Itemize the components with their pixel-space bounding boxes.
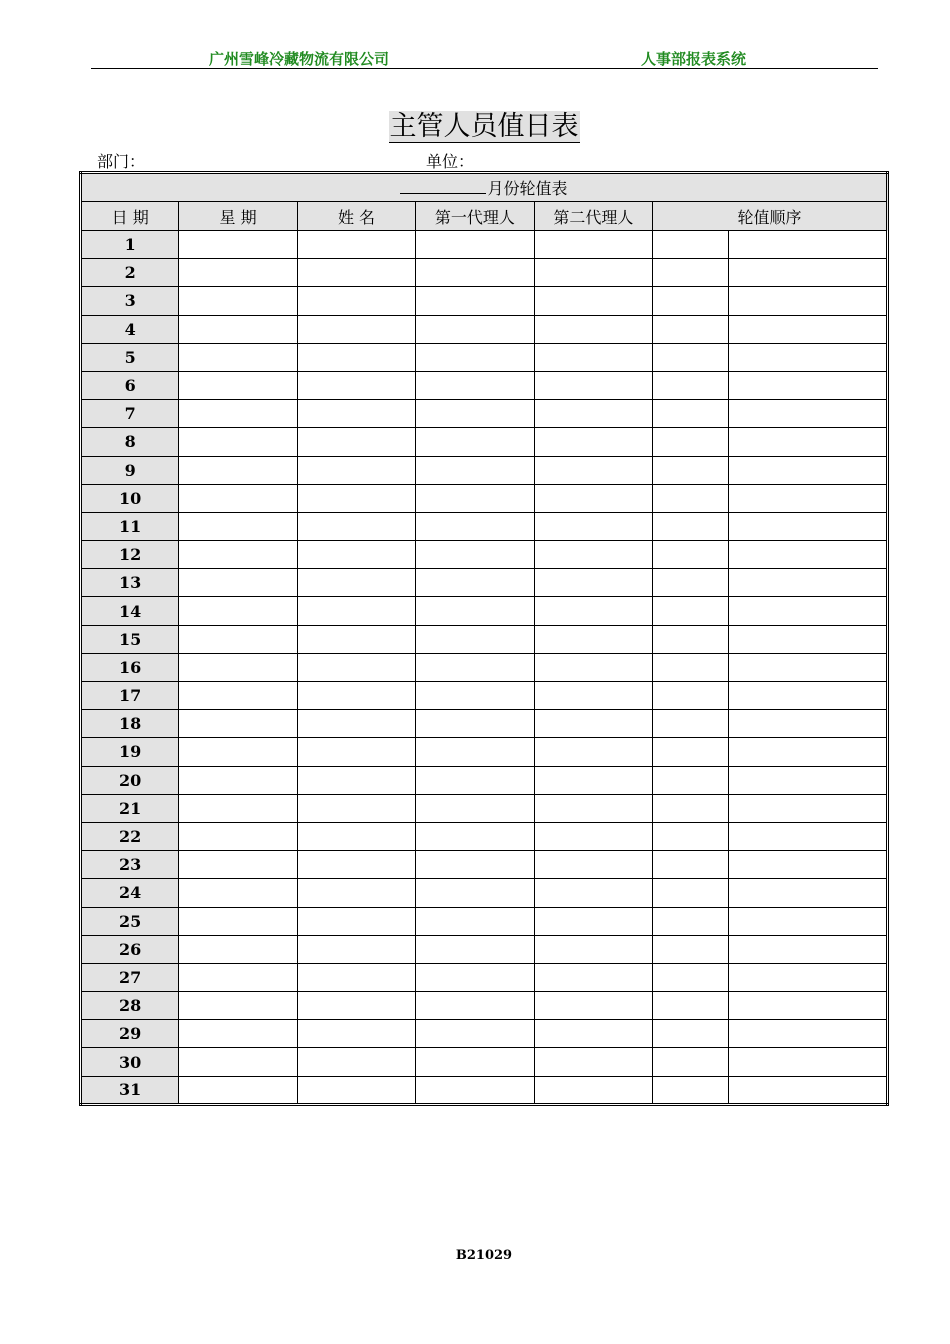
rotation-order-cell-b[interactable]: [729, 512, 888, 540]
weekday-cell[interactable]: [179, 1076, 297, 1104]
weekday-cell[interactable]: [179, 287, 297, 315]
name-cell[interactable]: [297, 231, 415, 259]
first-deputy-cell[interactable]: [416, 371, 534, 399]
weekday-cell[interactable]: [179, 541, 297, 569]
day-number: 20: [81, 766, 179, 794]
table-row: [81, 1048, 888, 1076]
first-deputy-cell[interactable]: [416, 794, 534, 822]
first-deputy-cell[interactable]: [416, 710, 534, 738]
weekday-cell[interactable]: [179, 738, 297, 766]
first-deputy-cell[interactable]: [416, 822, 534, 850]
second-deputy-cell[interactable]: [534, 1020, 652, 1048]
name-cell[interactable]: [297, 907, 415, 935]
day-number: 31: [81, 1076, 179, 1104]
day-number: 25: [81, 907, 179, 935]
rotation-order-cell-a[interactable]: [653, 231, 729, 259]
rotation-order-cell-a[interactable]: [653, 682, 729, 710]
rotation-order-cell-b[interactable]: [729, 569, 888, 597]
table-row: [81, 1020, 888, 1048]
table-row: [81, 738, 888, 766]
rotation-order-cell-a[interactable]: [653, 597, 729, 625]
rotation-order-cell-a[interactable]: [653, 428, 729, 456]
first-deputy-cell[interactable]: [416, 315, 534, 343]
day-number: 5: [81, 343, 179, 371]
name-cell[interactable]: [297, 963, 415, 991]
day-number: 12: [81, 541, 179, 569]
rotation-order-cell-b[interactable]: [729, 710, 888, 738]
table-row: [81, 963, 888, 991]
rotation-order-cell-b[interactable]: [729, 371, 888, 399]
table-row: [81, 766, 888, 794]
system-name: 人事部报表系统: [641, 50, 747, 68]
first-deputy-cell[interactable]: [416, 1020, 534, 1048]
rotation-order-cell-b[interactable]: [729, 287, 888, 315]
column-header-row: [81, 202, 888, 231]
day-number: 15: [81, 625, 179, 653]
first-deputy-cell[interactable]: [416, 428, 534, 456]
rotation-order-cell-a[interactable]: [653, 935, 729, 963]
second-deputy-cell[interactable]: [534, 738, 652, 766]
table-row: [81, 343, 888, 371]
rotation-order-cell-b[interactable]: [729, 992, 888, 1020]
rotation-order-cell-b[interactable]: [729, 1048, 888, 1076]
first-deputy-cell[interactable]: [416, 597, 534, 625]
rotation-order-cell-a[interactable]: [653, 822, 729, 850]
first-deputy-cell[interactable]: [416, 738, 534, 766]
weekday-cell[interactable]: [179, 935, 297, 963]
rotation-order-cell-a[interactable]: [653, 625, 729, 653]
rotation-order-cell-b[interactable]: [729, 597, 888, 625]
table-row: [81, 456, 888, 484]
company-name: 广州雪峰冷藏物流有限公司: [209, 50, 390, 68]
header-date: 日 期: [81, 202, 179, 231]
header-name: 姓 名: [297, 202, 415, 231]
first-deputy-cell[interactable]: [416, 907, 534, 935]
name-cell[interactable]: [297, 315, 415, 343]
name-cell[interactable]: [297, 259, 415, 287]
first-deputy-cell[interactable]: [416, 766, 534, 794]
day-number: 8: [81, 428, 179, 456]
table-row: [81, 541, 888, 569]
day-number: 6: [81, 371, 179, 399]
second-deputy-cell[interactable]: [534, 992, 652, 1020]
name-cell[interactable]: [297, 287, 415, 315]
first-deputy-cell[interactable]: [416, 569, 534, 597]
rotation-order-cell-a[interactable]: [653, 512, 729, 540]
second-deputy-cell[interactable]: [534, 343, 652, 371]
weekday-cell[interactable]: [179, 794, 297, 822]
rotation-order-cell-b[interactable]: [729, 766, 888, 794]
rotation-order-cell-b[interactable]: [729, 935, 888, 963]
second-deputy-cell[interactable]: [534, 907, 652, 935]
second-deputy-cell[interactable]: [534, 315, 652, 343]
first-deputy-cell[interactable]: [416, 851, 534, 879]
table-row: [81, 682, 888, 710]
rotation-order-cell-a[interactable]: [653, 710, 729, 738]
table-row: [81, 400, 888, 428]
rotation-order-cell-b[interactable]: [729, 343, 888, 371]
rotation-order-cell-b[interactable]: [729, 682, 888, 710]
name-cell[interactable]: [297, 710, 415, 738]
rotation-order-cell-b[interactable]: [729, 456, 888, 484]
second-deputy-cell[interactable]: [534, 597, 652, 625]
day-number: 30: [81, 1048, 179, 1076]
first-deputy-cell[interactable]: [416, 992, 534, 1020]
name-cell[interactable]: [297, 653, 415, 681]
table-caption: [81, 173, 888, 202]
rotation-order-cell-b[interactable]: [729, 738, 888, 766]
weekday-cell[interactable]: [179, 625, 297, 653]
first-deputy-cell[interactable]: [416, 541, 534, 569]
name-cell[interactable]: [297, 625, 415, 653]
header-rotation-order: 轮值顺序: [653, 202, 888, 231]
second-deputy-cell[interactable]: [534, 766, 652, 794]
day-number: 14: [81, 597, 179, 625]
rotation-order-cell-a[interactable]: [653, 343, 729, 371]
table-row: [81, 287, 888, 315]
rotation-order-cell-a[interactable]: [653, 653, 729, 681]
second-deputy-cell[interactable]: [534, 541, 652, 569]
rotation-order-cell-b[interactable]: [729, 315, 888, 343]
weekday-cell[interactable]: [179, 343, 297, 371]
name-cell[interactable]: [297, 456, 415, 484]
name-cell[interactable]: [297, 484, 415, 512]
rotation-order-cell-b[interactable]: [729, 625, 888, 653]
table-row: [81, 907, 888, 935]
weekday-cell[interactable]: [179, 822, 297, 850]
rotation-order-cell-a[interactable]: [653, 1048, 729, 1076]
rotation-order-cell-b[interactable]: [729, 259, 888, 287]
rotation-order-cell-a[interactable]: [653, 287, 729, 315]
name-cell[interactable]: [297, 935, 415, 963]
table-row: [81, 794, 888, 822]
name-cell[interactable]: [297, 371, 415, 399]
weekday-cell[interactable]: [179, 963, 297, 991]
day-number: 17: [81, 682, 179, 710]
rotation-order-cell-a[interactable]: [653, 1020, 729, 1048]
second-deputy-cell[interactable]: [534, 1076, 652, 1104]
day-number: 29: [81, 1020, 179, 1048]
weekday-cell[interactable]: [179, 569, 297, 597]
first-deputy-cell[interactable]: [416, 1048, 534, 1076]
name-cell[interactable]: [297, 1048, 415, 1076]
day-number: 28: [81, 992, 179, 1020]
month-blank[interactable]: [400, 179, 486, 194]
weekday-cell[interactable]: [179, 597, 297, 625]
day-number: 7: [81, 400, 179, 428]
name-cell[interactable]: [297, 1020, 415, 1048]
day-number: 19: [81, 738, 179, 766]
name-cell[interactable]: [297, 992, 415, 1020]
weekday-cell[interactable]: [179, 907, 297, 935]
rotation-order-cell-a[interactable]: [653, 484, 729, 512]
day-number: 21: [81, 794, 179, 822]
second-deputy-cell[interactable]: [534, 231, 652, 259]
table-row: [81, 1076, 888, 1104]
weekday-cell[interactable]: [179, 484, 297, 512]
rotation-order-cell-a[interactable]: [653, 794, 729, 822]
day-number: 18: [81, 710, 179, 738]
weekday-cell[interactable]: [179, 400, 297, 428]
weekday-cell[interactable]: [179, 1048, 297, 1076]
day-number: 23: [81, 851, 179, 879]
department-label: 部门：: [97, 152, 146, 171]
rotation-order-cell-a[interactable]: [653, 400, 729, 428]
page-title: [0, 104, 950, 143]
header-weekday: 星 期: [179, 202, 297, 231]
first-deputy-cell[interactable]: [416, 512, 534, 540]
day-number: 27: [81, 963, 179, 991]
day-number: 2: [81, 259, 179, 287]
rotation-order-cell-b[interactable]: [729, 963, 888, 991]
first-deputy-cell[interactable]: [416, 259, 534, 287]
second-deputy-cell[interactable]: [534, 428, 652, 456]
rotation-order-cell-a[interactable]: [653, 851, 729, 879]
first-deputy-cell[interactable]: [416, 1076, 534, 1104]
rotation-order-cell-a[interactable]: [653, 371, 729, 399]
rotation-order-cell-b[interactable]: [729, 794, 888, 822]
first-deputy-cell[interactable]: [416, 400, 534, 428]
rotation-order-cell-b[interactable]: [729, 907, 888, 935]
day-number: 11: [81, 512, 179, 540]
second-deputy-cell[interactable]: [534, 625, 652, 653]
name-cell[interactable]: [297, 597, 415, 625]
table-caption-row: [81, 173, 888, 202]
table-row: [81, 879, 888, 907]
weekday-cell[interactable]: [179, 371, 297, 399]
name-cell[interactable]: [297, 822, 415, 850]
table-row: [81, 625, 888, 653]
weekday-cell[interactable]: [179, 879, 297, 907]
rotation-order-cell-b[interactable]: [729, 400, 888, 428]
first-deputy-cell[interactable]: [416, 287, 534, 315]
table-row: [81, 597, 888, 625]
second-deputy-cell[interactable]: [534, 484, 652, 512]
second-deputy-cell[interactable]: [534, 794, 652, 822]
rotation-order-cell-a[interactable]: [653, 315, 729, 343]
name-cell[interactable]: [297, 879, 415, 907]
rotation-order-cell-a[interactable]: [653, 907, 729, 935]
table-row: [81, 653, 888, 681]
second-deputy-cell[interactable]: [534, 371, 652, 399]
weekday-cell[interactable]: [179, 512, 297, 540]
second-deputy-cell[interactable]: [534, 456, 652, 484]
weekday-cell[interactable]: [179, 653, 297, 681]
rotation-order-cell-a[interactable]: [653, 541, 729, 569]
first-deputy-cell[interactable]: [416, 963, 534, 991]
day-number: 1: [81, 231, 179, 259]
weekday-cell[interactable]: [179, 851, 297, 879]
weekday-cell[interactable]: [179, 1020, 297, 1048]
page-title-text: 主管人员值日表: [389, 111, 579, 142]
table-row: [81, 569, 888, 597]
name-cell[interactable]: [297, 428, 415, 456]
table-row: [81, 935, 888, 963]
rotation-order-cell-b[interactable]: [729, 541, 888, 569]
table-row: [81, 822, 888, 850]
table-row: [81, 315, 888, 343]
rotation-order-cell-a[interactable]: [653, 738, 729, 766]
roster-table: [79, 171, 889, 1106]
rotation-order-cell-b[interactable]: [729, 1020, 888, 1048]
rotation-order-cell-b[interactable]: [729, 653, 888, 681]
table-row: [81, 710, 888, 738]
rotation-order-cell-b[interactable]: [729, 484, 888, 512]
day-number: 22: [81, 822, 179, 850]
table-row: [81, 428, 888, 456]
header-divider: [91, 68, 878, 69]
first-deputy-cell[interactable]: [416, 879, 534, 907]
first-deputy-cell[interactable]: [416, 231, 534, 259]
rotation-order-cell-a[interactable]: [653, 992, 729, 1020]
name-cell[interactable]: [297, 541, 415, 569]
rotation-order-cell-a[interactable]: [653, 963, 729, 991]
day-number: 13: [81, 569, 179, 597]
second-deputy-cell[interactable]: [534, 653, 652, 681]
weekday-cell[interactable]: [179, 231, 297, 259]
rotation-order-cell-a[interactable]: [653, 456, 729, 484]
rotation-order-cell-b[interactable]: [729, 879, 888, 907]
second-deputy-cell[interactable]: [534, 1048, 652, 1076]
rotation-order-cell-a[interactable]: [653, 766, 729, 794]
table-row: [81, 992, 888, 1020]
second-deputy-cell[interactable]: [534, 935, 652, 963]
unit-label: 单位：: [426, 152, 475, 171]
name-cell[interactable]: [297, 1076, 415, 1104]
day-number: 10: [81, 484, 179, 512]
header-second-deputy: 第二代理人: [534, 202, 652, 231]
second-deputy-cell[interactable]: [534, 851, 652, 879]
day-number: 26: [81, 935, 179, 963]
second-deputy-cell[interactable]: [534, 879, 652, 907]
name-cell[interactable]: [297, 343, 415, 371]
rotation-order-cell-a[interactable]: [653, 1076, 729, 1104]
name-cell[interactable]: [297, 851, 415, 879]
first-deputy-cell[interactable]: [416, 456, 534, 484]
name-cell[interactable]: [297, 794, 415, 822]
name-cell[interactable]: [297, 569, 415, 597]
table-row: [81, 851, 888, 879]
second-deputy-cell[interactable]: [534, 259, 652, 287]
name-cell[interactable]: [297, 738, 415, 766]
second-deputy-cell[interactable]: [534, 710, 652, 738]
day-number: 16: [81, 653, 179, 681]
rotation-order-cell-a[interactable]: [653, 879, 729, 907]
name-cell[interactable]: [297, 512, 415, 540]
first-deputy-cell[interactable]: [416, 625, 534, 653]
weekday-cell[interactable]: [179, 992, 297, 1020]
header-first-deputy: 第一代理人: [416, 202, 534, 231]
table-row: [81, 512, 888, 540]
rotation-order-cell-b[interactable]: [729, 851, 888, 879]
second-deputy-cell[interactable]: [534, 400, 652, 428]
caption-text: 月份轮值表: [487, 179, 568, 198]
day-number: 24: [81, 879, 179, 907]
first-deputy-cell[interactable]: [416, 343, 534, 371]
second-deputy-cell[interactable]: [534, 569, 652, 597]
name-cell[interactable]: [297, 682, 415, 710]
rotation-order-cell-b[interactable]: [729, 428, 888, 456]
table-row: [81, 371, 888, 399]
rotation-order-cell-a[interactable]: [653, 569, 729, 597]
first-deputy-cell[interactable]: [416, 653, 534, 681]
name-cell[interactable]: [297, 400, 415, 428]
department-field: [97, 149, 145, 172]
second-deputy-cell[interactable]: [534, 287, 652, 315]
weekday-cell[interactable]: [179, 682, 297, 710]
weekday-cell[interactable]: [179, 766, 297, 794]
second-deputy-cell[interactable]: [534, 512, 652, 540]
day-number: 4: [81, 315, 179, 343]
second-deputy-cell[interactable]: [534, 822, 652, 850]
form-code: B21029: [455, 1248, 513, 1263]
first-deputy-cell[interactable]: [416, 682, 534, 710]
unit-field: [426, 149, 474, 172]
rotation-order-cell-a[interactable]: [653, 259, 729, 287]
second-deputy-cell[interactable]: [534, 963, 652, 991]
rotation-order-cell-b[interactable]: [729, 1076, 888, 1104]
table-row: [81, 259, 888, 287]
weekday-cell[interactable]: [179, 710, 297, 738]
day-number: 9: [81, 456, 179, 484]
table-row: [81, 484, 888, 512]
weekday-cell[interactable]: [179, 315, 297, 343]
day-number: 3: [81, 287, 179, 315]
name-cell[interactable]: [297, 766, 415, 794]
weekday-cell[interactable]: [179, 259, 297, 287]
first-deputy-cell[interactable]: [416, 484, 534, 512]
first-deputy-cell[interactable]: [416, 935, 534, 963]
weekday-cell[interactable]: [179, 456, 297, 484]
table-row: [81, 231, 888, 259]
rotation-order-cell-b[interactable]: [729, 231, 888, 259]
second-deputy-cell[interactable]: [534, 682, 652, 710]
rotation-order-cell-b[interactable]: [729, 822, 888, 850]
weekday-cell[interactable]: [179, 428, 297, 456]
